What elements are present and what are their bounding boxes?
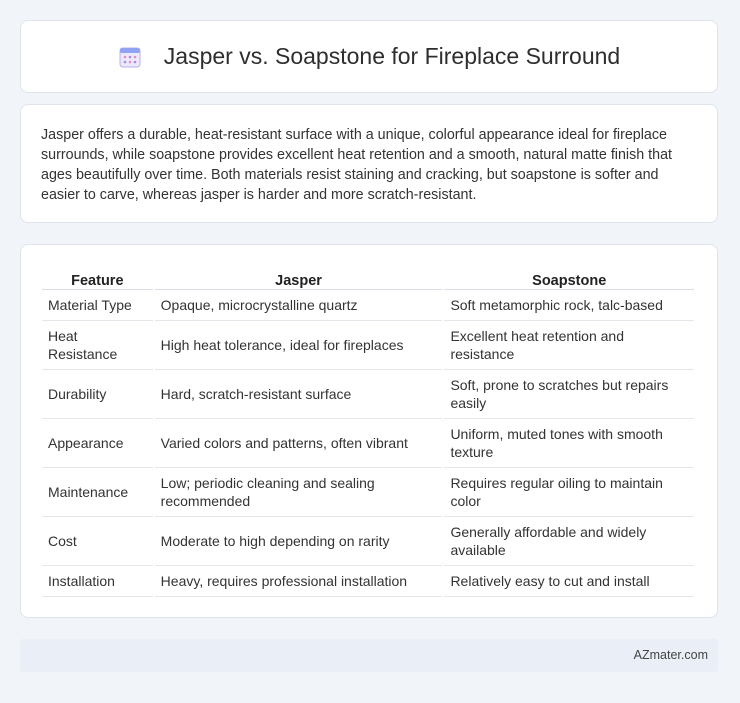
footer — [20, 639, 718, 672]
table-cell-feature: Appearance — [42, 419, 153, 468]
table-cell-jasper: High heat tolerance, ideal for fireplaces — [155, 321, 443, 370]
table-cell-feature: Durability — [42, 370, 153, 419]
page-title: Jasper vs. Soapstone for Fireplace Surround — [163, 43, 621, 69]
table-cell-jasper: Hard, scratch-resistant surface — [155, 370, 443, 419]
table-row — [42, 517, 694, 566]
comparison-table — [40, 265, 696, 597]
column-header-feature: Feature — [42, 265, 153, 290]
table-cell-feature: Cost — [42, 517, 153, 566]
table-row — [42, 468, 694, 517]
comparison-table-card — [20, 244, 718, 618]
table-row — [42, 566, 694, 597]
table-cell-jasper: Low; periodic cleaning and sealing recommended — [155, 468, 443, 517]
table-cell-feature: Material Type — [42, 290, 153, 321]
table-cell-soapstone: Excellent heat retention and resistance — [444, 321, 694, 370]
table-row — [42, 370, 694, 419]
table-row — [42, 321, 694, 370]
table-cell-soapstone: Soft, prone to scratches but repairs easily — [444, 370, 694, 419]
table-header-row — [42, 265, 694, 290]
title-card — [20, 20, 718, 93]
table-cell-jasper: Heavy, requires professional installation — [155, 566, 443, 597]
column-header-jasper: Jasper — [155, 265, 443, 290]
table-cell-feature: Maintenance — [42, 468, 153, 517]
table-row — [42, 290, 694, 321]
table-cell-soapstone: Uniform, muted tones with smooth texture — [444, 419, 694, 468]
table-cell-soapstone: Relatively easy to cut and install — [444, 566, 694, 597]
column-header-soapstone: Soapstone — [444, 265, 694, 290]
table-row — [42, 419, 694, 468]
table-cell-soapstone: Soft metamorphic rock, talc-based — [444, 290, 694, 321]
calendar-icon — [118, 45, 142, 69]
table-cell-feature: Installation — [42, 566, 153, 597]
table-cell-jasper: Moderate to high depending on rarity — [155, 517, 443, 566]
table-cell-soapstone: Requires regular oiling to maintain color — [444, 468, 694, 517]
table-cell-jasper: Opaque, microcrystalline quartz — [155, 290, 443, 321]
summary-card — [20, 104, 718, 223]
summary-text: Jasper offers a durable, heat-resistant surface with a unique, colorful appearance ideal for fireplace surrounds, while soapstone provides excellent heat retention and a smooth, natural matte finish that ages beautifully over time. Both materials resist staining and cracking, but soapstone is softer and easier to carve, whereas jasper is harder and more scratch-resistant. — [41, 127, 673, 203]
table-cell-feature: Heat Resistance — [42, 321, 153, 370]
table-cell-soapstone: Generally affordable and widely available — [444, 517, 694, 566]
footer-brand: AZmater.com — [633, 648, 708, 662]
table-cell-jasper: Varied colors and patterns, often vibrant — [155, 419, 443, 468]
